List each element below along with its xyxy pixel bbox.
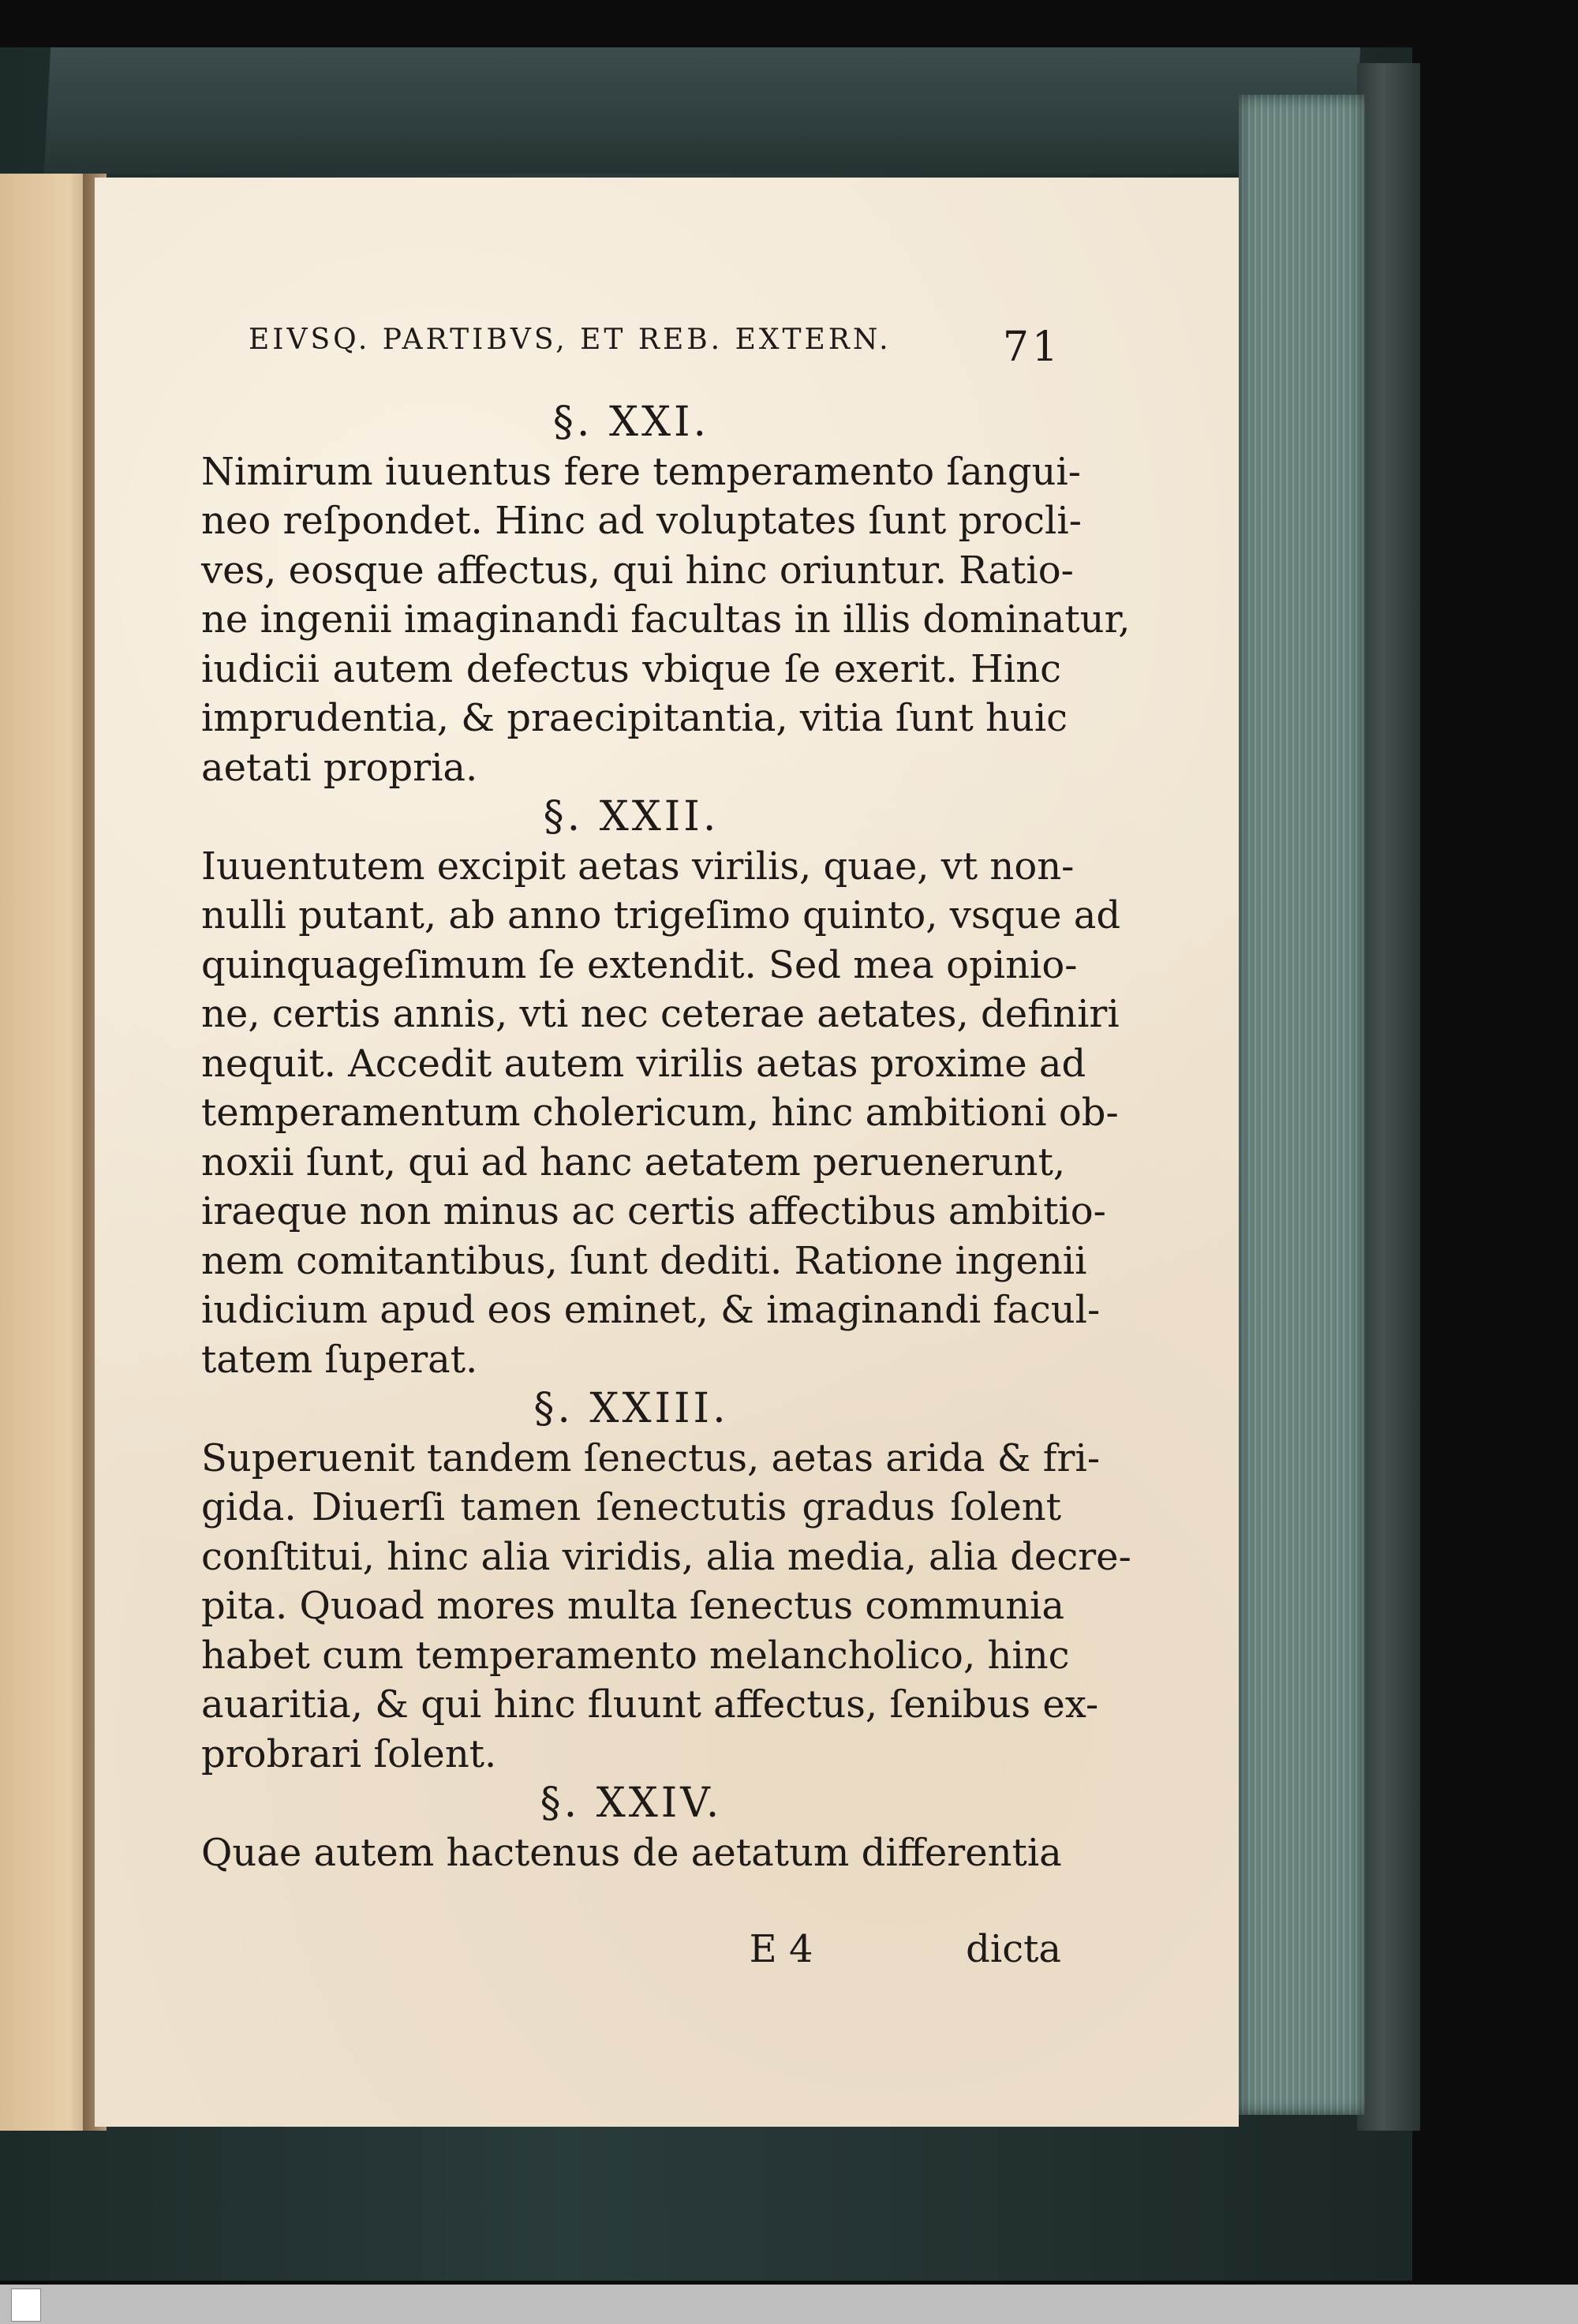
text-line: Superuenit tandem ſenectus, aetas arida & fri- (201, 1435, 1101, 1480)
page-number: 71 (1002, 324, 1061, 371)
running-header (249, 324, 1061, 371)
text-line: Quae autem hactenus de aetatum differentia (201, 1830, 1062, 1875)
text-line: probrari ſolent. (201, 1731, 497, 1776)
text-line: nequit. Accedit autem virilis aetas proxime ad (201, 1041, 1086, 1086)
text-line: auaritia, & qui hinc fluunt affectus, ſenibus ex- (201, 1682, 1099, 1727)
book-cover-right-edge (1357, 63, 1420, 2131)
running-header-title: EIVSQ. PARTIBVS, ET REB. EXTERN. (249, 324, 892, 356)
signature-mark: E 4 (749, 1927, 813, 1971)
text-line: Iuuentutem excipit aetas virilis, quae, vt non- (201, 844, 1075, 889)
text-line: §. XXIV. (540, 1779, 723, 1827)
page-block-edge (1239, 95, 1365, 2115)
text-line: conſtitui, hinc alia viridis, alia media, alia decre- (201, 1534, 1131, 1579)
viewer-footer-bar (0, 2285, 1578, 2324)
catchword: dicta (966, 1927, 1061, 1971)
text-line: §. XXIII. (533, 1385, 729, 1432)
footer-line (201, 1925, 1061, 1973)
text-line: temperamentum cholericum, hinc ambitioni ob- (201, 1091, 1119, 1135)
text-line: ne ingenii imaginandi facultas in illis dominatur, (201, 597, 1131, 642)
text-line: pita. Quoad mores multa ſenectus communia (201, 1584, 1064, 1628)
text-line: habet cum temperamento melancholico, hinc (201, 1633, 1070, 1678)
text-line: iudicii autem defectus vbique ſe exerit. Hinc (201, 646, 1061, 691)
text-line: §. XXII. (543, 793, 720, 840)
text-line: ves, eosque affectus, qui hinc oriuntur. Ratio- (201, 548, 1074, 593)
text-line: iraeque non minus ac certis affectibus ambitio- (201, 1189, 1106, 1233)
text-line: ne, certis annis, vti nec ceterae aetates, definiri (201, 992, 1120, 1036)
text-line: neo reſpondet. Hinc ad voluptates ſunt procli- (201, 499, 1082, 543)
library-logo-icon (11, 2288, 41, 2322)
book-cover-top-edge (44, 47, 1360, 174)
text-line: gida. Diuerſi tamen ſenectutis gradus ſolent (201, 1485, 1061, 1529)
text-line: nulli putant, ab anno trigeſimo quinto, vsque ad (201, 893, 1121, 937)
text-line: nem comitantibus, ſunt dediti. Ratione ingenii (201, 1238, 1087, 1283)
text-line: aetati propria. (201, 745, 478, 790)
text-line: iudicium apud eos eminet, & imaginandi facul- (201, 1288, 1101, 1332)
text-line: imprudentia, & praecipitantia, vitia ſunt huic (201, 696, 1068, 740)
text-line: Nimirum iuuentus fere temperamento ſangui- (201, 449, 1081, 494)
text-line: §. XXI. (552, 399, 710, 446)
text-line: noxii ſunt, qui ad hanc aetatem peruenerunt, (201, 1140, 1066, 1184)
text-line: tatem ſuperat. (201, 1337, 478, 1382)
text-line: quinquageſimum ſe extendit. Sed mea opinio- (201, 942, 1078, 987)
